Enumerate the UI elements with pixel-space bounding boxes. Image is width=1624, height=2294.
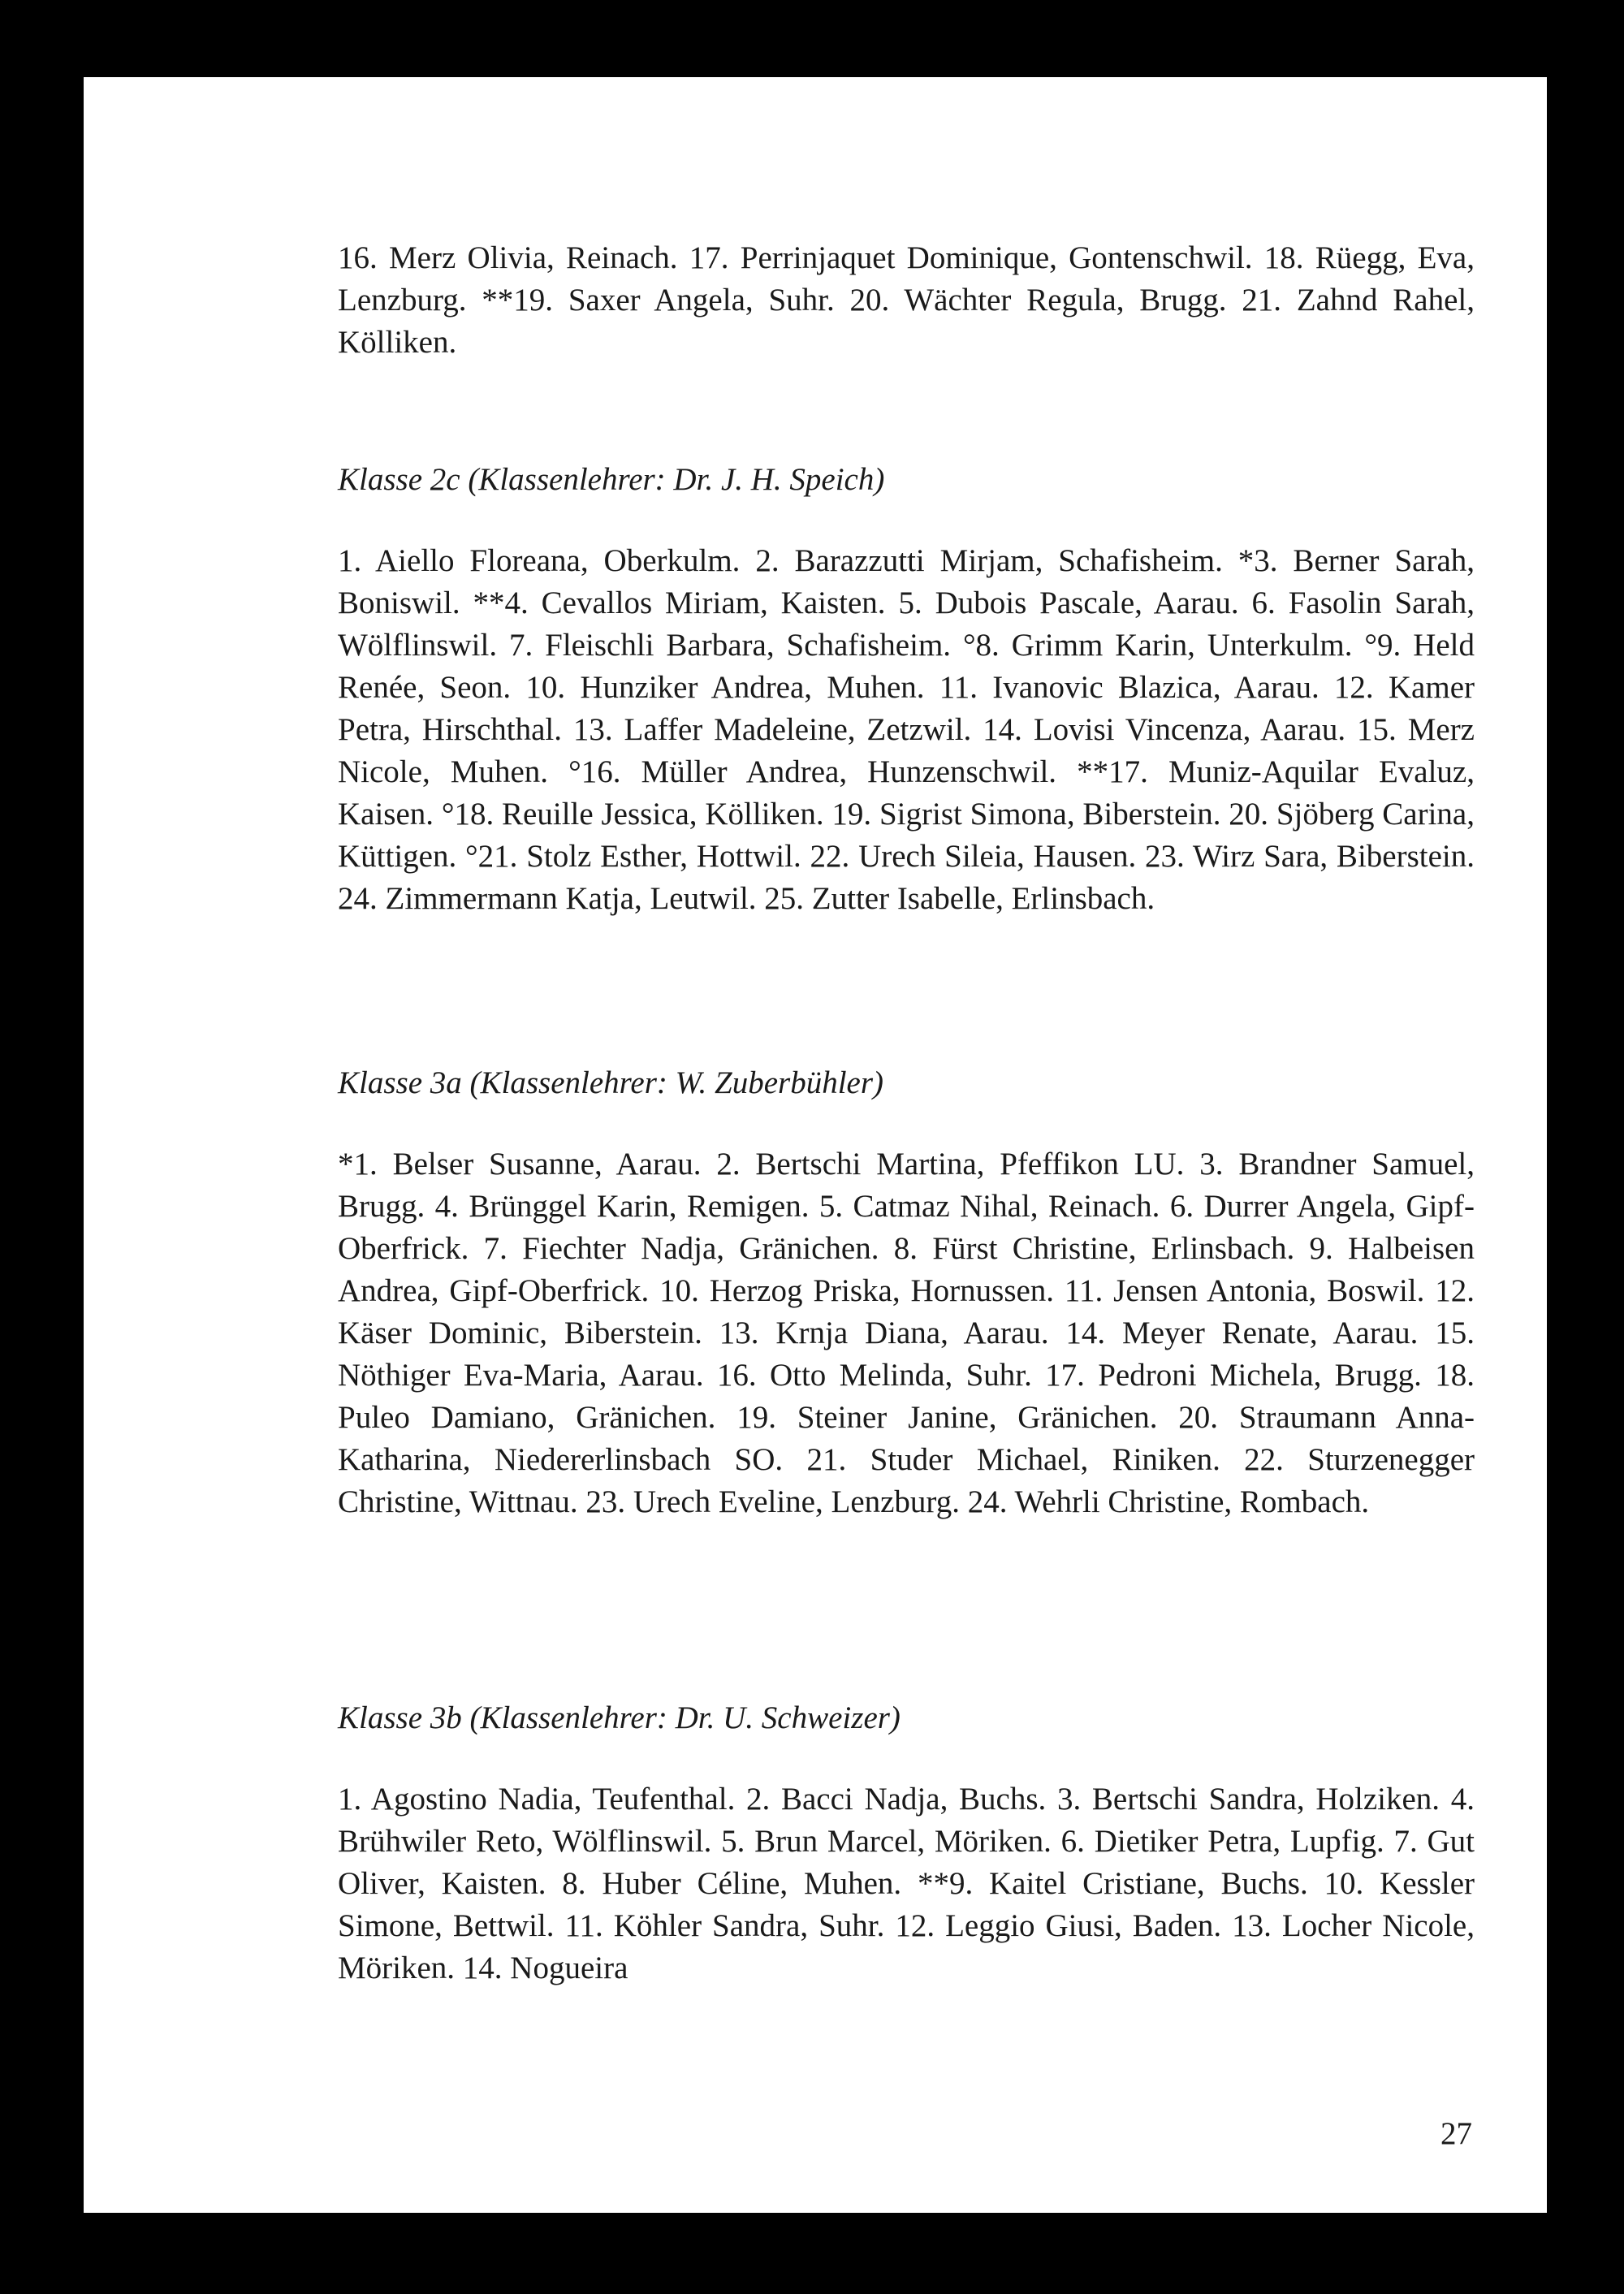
section-heading-klasse-2c: Klasse 2c (Klassenlehrer: Dr. J. H. Speich) (338, 462, 885, 497)
section-body-klasse-3a: *1. Belser Susanne, Aarau. 2. Bertschi Martina, Pfeffikon LU. 3. Brandner Samuel, Brugg. 4. Brünggel Karin, Remigen. 5. Catmaz Nihal, Reinach. 6. Durrer Angela, Gipf-Oberfrick. 7. Fiechter Nadja, Gränichen. 8. Fürst Christine, Erlinsbach. 9. Halbeisen Andrea, Gipf-Oberfrick. 10. Herzog Priska, Hornussen. 11. Jensen Antonia, Boswil. 12. Käser Dominic, Biberstein. 13. Krnja Diana, Aarau. 14. Meyer Renate, Aarau. 15. Nöthiger Eva-Maria, Aarau. 16. Otto Melinda, Suhr. 17. Pedroni Michela, Brugg. 18. Puleo Damiano, Gränichen. 19. Steiner Janine, Gränichen. 20. Straumann Anna-Katharina, Niedererlinsbach SO. 21. Studer Michael, Riniken. 22. Sturzenegger Christine, Wittnau. 23. Urech Eveline, Lenzburg. 24. Wehrli Christine, Rombach. (338, 1147, 1475, 1519)
section-heading-klasse-3a: Klasse 3a (Klassenlehrer: W. Zuberbühler) (338, 1065, 884, 1100)
page-number: 27 (1440, 2116, 1472, 2151)
section-body-klasse-2c: 1. Aiello Floreana, Oberkulm. 2. Barazzutti Mirjam, Schafisheim. *3. Berner Sarah, Boniswil. **4. Cevallos Miriam, Kaisten. 5. Dubois Pascale, Aarau. 6. Fasolin Sarah, Wölflinswil. 7. Fleischli Barbara, Schafisheim. °8. Grimm Karin, Unterkulm. °9. Held Renée, Seon. 10. Hunziker Andrea, Muhen. 11. Ivanovic Blazica, Aarau. 12. Kamer Petra, Hirschthal. 13. Laffer Madeleine, Zetzwil. 14. Lovisi Vincenza, Aarau. 15. Merz Nicole, Muhen. °16. Müller Andrea, Hunzenschwil. **17. Muniz-Aquilar Evaluz, Kaisen. °18. Reuille Jessica, Kölliken. 19. Sigrist Simona, Biberstein. 20. Sjöberg Carina, Küttigen. °21. Stolz Esther, Hottwil. 22. Urech Sileia, Hausen. 23. Wirz Sara, Biberstein. 24. Zimmermann Katja, Leutwil. 25. Zutter Isabelle, Erlinsbach. (338, 543, 1475, 916)
section-body-klasse-3b: 1. Agostino Nadia, Teufenthal. 2. Bacci Nadja, Buchs. 3. Bertschi Sandra, Holziken. 4. Brühwiler Reto, Wölflinswil. 5. Brun Marcel, Möriken. 6. Dietiker Petra, Lupfig. 7. Gut Oliver, Kaisten. 8. Huber Céline, Muhen. **9. Kaitel Cristiane, Buchs. 10. Kessler Simone, Bettwil. 11. Köhler Sandra, Suhr. 12. Leggio Giusi, Baden. 13. Locher Nicole, Möriken. 14. Nogueira (338, 1782, 1475, 1985)
document-page (84, 77, 1547, 2213)
continuation-paragraph: 16. Merz Olivia, Reinach. 17. Perrinjaquet Dominique, Gontenschwil. 18. Rüegg, Eva, Lenzburg. **19. Saxer Angela, Suhr. 20. Wächter Regula, Brugg. 21. Zahnd Rahel, Kölliken. (338, 240, 1475, 360)
section-heading-klasse-3b: Klasse 3b (Klassenlehrer: Dr. U. Schweizer) (338, 1700, 901, 1735)
